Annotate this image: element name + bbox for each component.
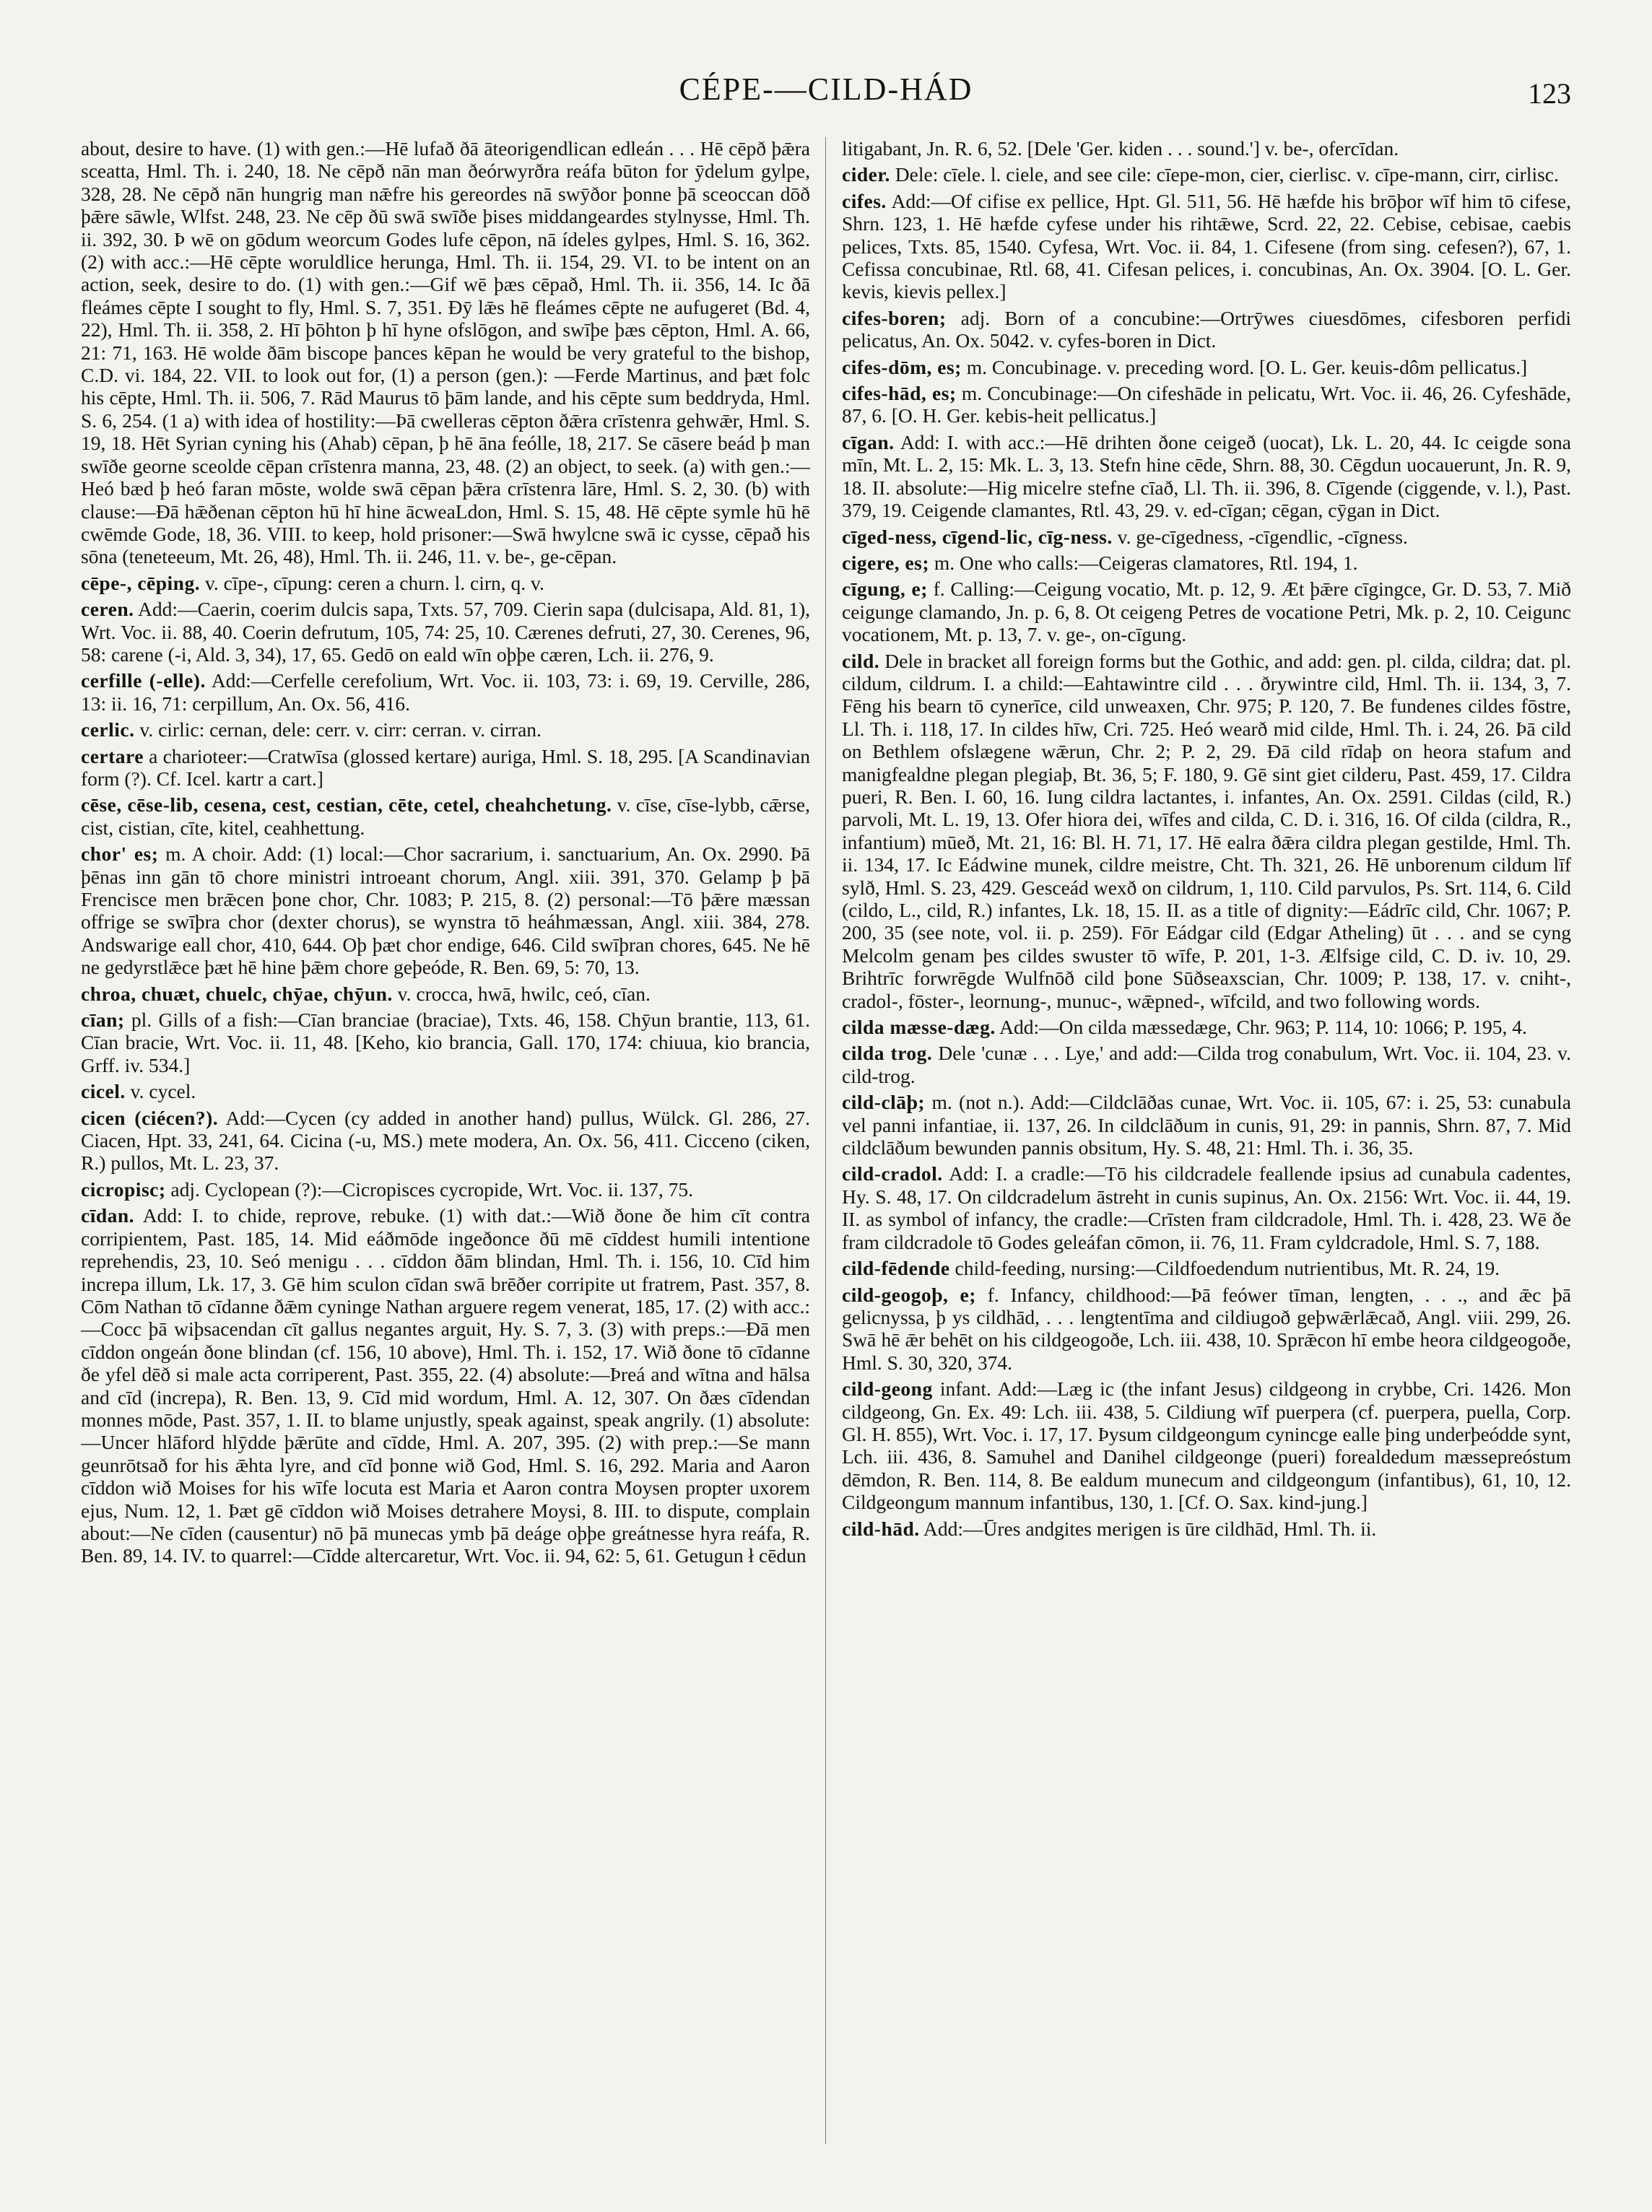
- entry-headword: cilda mæsse-dæg.: [842, 1016, 996, 1039]
- entry-headword: cēpe-, cēping.: [81, 571, 201, 594]
- dictionary-entry: [81, 983, 810, 1005]
- entry-headword: chor' es;: [81, 842, 159, 866]
- entry-text: Dele: cīele. l. ciele, and see cile: cīepe-mon, cier, cierlisc. v. cīpe-mann, cirr, cirlisc.: [895, 163, 1559, 186]
- entry-text: Add:—Of cifise ex pellice, Hpt. Gl. 511, 56. Hē hæfde his brōþor wīf him tō cifese, Shrn. 123, 1. Hē hæfde cyfese under his rihtǣwe, Scrd. 22, 22. Cebise, cebisae, caebis pelices, Txts. 85, 1540. Cyfesa, Wrt. Voc. ii. 84, 1. Cifesene (from sing. cefesen?), 67, 1. Cefissa concubinae, Rtl. 68, 41. Cifesan pelices, i. concubinas, An. Ox. 3904. [O. L. Ger. kevis, kievis pellex.]: [842, 189, 1571, 303]
- dictionary-entry: [842, 578, 1571, 645]
- dictionary-entry: [81, 572, 810, 594]
- entry-text: adj. Cyclopean (?):—Cicropisces cycropide, Wrt. Voc. ii. 137, 75.: [170, 1177, 694, 1201]
- entry-text: litigabant, Jn. R. 6, 52. [Dele 'Ger. kiden . . . sound.'] v. be-, ofercīdan.: [842, 137, 1399, 160]
- entry-text: m. A choir. Add: (1) local:—Chor sacrarium, i. sanctuarium, An. Ox. 2990. Þā þēnas inn gān tō chore ministri introeant chorum, Angl. xiii. 391, 370. Gelamp þ þā Frencisce men brǣcen þone chor, Chr. 1083; P. 215, 8. (2) personal:—Tō þǣre mæssan offrige se swīþra chor (dexter chorus), se wynstra tō heáhmæssan, Angl. xiii. 384, 278. Andswarige eall chor, 410, 644. Oþ þæt chor endige, 646. Cild swīþran chores, 645. Ne hē ne gedyrstlǣce þæt hē hine þǣm chore geþeóde, R. Ben. 69, 5: 70, 13.: [81, 842, 810, 979]
- dictionary-entry: [81, 598, 810, 666]
- entry-headword: cifes-boren;: [842, 306, 947, 329]
- dictionary-entry: [81, 1178, 810, 1201]
- dictionary-entry: [842, 1016, 1571, 1038]
- left-column: [81, 137, 810, 2180]
- entry-headword: cīgung, e;: [842, 578, 928, 601]
- entry-headword: ceren.: [81, 598, 134, 621]
- entry-text: v. ge-cīgedness, -cīgendlic, -cīgness.: [1117, 525, 1408, 548]
- dictionary-entry: [842, 552, 1571, 574]
- entry-text: Add:—Ūres andgites merigen is ūre cildhād, Hml. Th. ii.: [923, 1517, 1377, 1540]
- entry-text: Add:—Cycen (cy added in another hand) pullus, Wülck. Gl. 286, 27. Ciacen, Hpt. 33, 241, 64. Cicina (-u, MS.) mete modera, An. Ox. 56, 411. Cicceno (ciken, R.) pullos, Mt. L. 23, 37.: [81, 1106, 810, 1175]
- entry-text: v. cirlic: cernan, dele: cerr. v. cirr: cerran. v. cirran.: [139, 718, 542, 741]
- dictionary-entry: [81, 1107, 810, 1175]
- entry-text: v. crocca, hwā, hwilc, ceó, cīan.: [397, 982, 651, 1005]
- entry-headword: cēse, cēse-lib, cesena, cest, cestian, cēte, cetel, cheahchetung.: [81, 793, 612, 817]
- dictionary-entry: [842, 190, 1571, 303]
- dictionary-entry: [842, 1162, 1571, 1253]
- dictionary-entry: [842, 1042, 1571, 1087]
- entry-headword: cild-fēdende: [842, 1257, 950, 1280]
- dictionary-entry: [81, 1009, 810, 1076]
- entry-headword: cild-clāþ;: [842, 1091, 925, 1114]
- entry-headword: cilda trog.: [842, 1042, 933, 1065]
- entry-headword: cīdan.: [81, 1204, 135, 1227]
- dictionary-entry: [842, 1518, 1571, 1540]
- entry-headword: cigere, es;: [842, 551, 930, 574]
- entry-headword: cerlic.: [81, 718, 135, 741]
- dictionary-entry: [81, 1204, 810, 1567]
- dictionary-entry: [81, 669, 810, 715]
- entry-text: f. Infancy, childhood:—Þā feówer tīman, lengten, . . ., and ǣc þā gelicnyssa, þ ys cildhād, . . . lengtentīma and cildiugoð geþwǣrlǣcað, Angl. viii. 299, 26. Swā hē ǣr behēt on his cildgeogoðe, Lch. iii. 438, 10. Sprǣcon hī embe heora cildgeogoðe, Hml. S. 30, 320, 374.: [842, 1283, 1571, 1374]
- entry-text: m. Concubinage. v. preceding word. [O. L. Ger. keuis-dôm pellicatus.]: [966, 355, 1528, 378]
- dictionary-entry: [842, 431, 1571, 522]
- entry-text: f. Calling:—Ceigung vocatio, Mt. p. 12, 9. Æt þǣre cīgingce, Gr. D. 53, 7. Mið ceigunge clamando, Jn. p. 6, 8. Ot ceigeng Petres de vocatione Petri, Mk. p. 2, 10. Ceigunc vocationem, Mt. p. 13, 7. v. ge-, on-cīgung.: [842, 578, 1571, 646]
- dictionary-entry: [81, 842, 810, 978]
- right-column: [842, 137, 1571, 2180]
- entry-text: Dele 'cunæ . . . Lye,' and add:—Cilda trog conabulum, Wrt. Voc. ii. 104, 23. v. cild-trog.: [842, 1042, 1571, 1087]
- dictionary-entry: [81, 745, 810, 791]
- dictionary-entry: [842, 1091, 1571, 1159]
- page-header: [81, 58, 1571, 116]
- dictionary-entry: [842, 526, 1571, 548]
- entry-text: Add: I. to chide, reprove, rebuke. (1) with dat.:—Wið ðone ðe him cīt contra corripientem, Past. 185, 14. Mid eáðmōde ingeðonce ðū mē cīddest humili intentione reprehendis, 23, 10. Seó menigu . . . cīddon ðām blindan, Hml. Th. i. 156, 10. Cīd him increpa illum, Lk. 17, 3. Gē him sculon cīdan swā brēðer corripite ut fratrem, Past. 357, 8. Cōm Nathan tō cīdanne ðǣm cyninge Nathan arguere regem venerat, 185, 17. (2) with acc.:—Cocc þā wiþsacendan cīt gallus negantes arguit, Hy. S. 7, 3. (3) with preps.:—Ðā men cīddon ongeán ðone blindan (cf. 156, 10 above), Hml. Th. i. 152, 17. Wið ðone tō cīdanne ðe yfel dēð si male acta corriperent, Past. 355, 22. (4) absolute:—Þreá and wītna and hālsa and cīd (increpa), R. Ben. 13, 9. Cīd mid wordum, Hml. A. 12, 307. On ðæs cīdendan monnes mōde, Past. 357, 1. II. to blame unjustly, speak against, speak angrily. (1) absolute:—Uncer hlāford hlȳdde þǣrūte and cīdde, Hml. A. 207, 395. (2) with prep.:—Se mann geunrōtsað for his ǣhta lyre, and cīd þonne wið God, Hml. S. 16, 292. Maria and Aaron cīddon wið Moises for his wīfe locuta est Maria et Aaron contra Moysen propter uxorem ejus, Num. 12, 1. Þæt gē cīddon wið Moises detrahere Moysi, 8. III. to dispute, complain about:—Ne cīden (causentur) nō þā munecas ymb þā deáge oþþe greátnesse hyra reáfa, R. Ben. 89, 14. IV. to quarrel:—Cīdde altercaretur, Wrt. Voc. ii. 94, 62: 5, 61. Getugun ł cēdun: [81, 1204, 810, 1567]
- entry-headword: cifes.: [842, 189, 887, 212]
- entry-headword: cifes-dōm, es;: [842, 355, 962, 378]
- entry-text: child-feeding, nursing:—Cildfoedendum nutrientibus, Mt. R. 24, 19.: [955, 1257, 1500, 1280]
- dictionary-entry: [842, 650, 1571, 1013]
- entry-headword: cerfille (-elle).: [81, 669, 206, 692]
- entry-headword: cicen (ciécen?).: [81, 1106, 219, 1129]
- entry-text: adj. Born of a concubine:—Ortrȳwes ciuesdōmes, cifesboren perfidi pelicatus, An. Ox. 5042. v. cyfes-boren in Dict.: [842, 306, 1571, 352]
- entry-headword: cider.: [842, 163, 890, 186]
- entry-headword: chroa, chuæt, chuelc, chȳae, chȳun.: [81, 982, 393, 1005]
- entry-text: Add: I. with acc.:—Hē drihten ðone ceigeð (uocat), Lk. L. 20, 44. Ic ceigde sona mīn, Mt. L. 2, 15: Mk. L. 3, 13. Stefn hine cēde, Shrn. 88, 30. Cēgdun uocauerunt, Jn. R. 9, 18. II. absolute:—Hig micelre stefne cīað, Ll. Th. ii. 396, 8. Cīgende (ciggende, v. l.), Past. 379, 19. Ceigende clamantes, Rtl. 43, 29. v. ed-cīgan; cēgan, cȳgan in Dict.: [842, 430, 1571, 522]
- dictionary-entry: [842, 1284, 1571, 1375]
- entry-text: m. (not n.). Add:—Cildclāðas cunae, Wrt. Voc. ii. 105, 67: i. 25, 53: cunabula vel panni infantiae, ii. 137, 26. In cildclāðum in cunis, 91, 29: in pannis, Shrn. 87, 7. Mid cildclāðum bewunden pannis obsitum, Hy. S. 48, 21: Hml. Th. i. 36, 35.: [842, 1091, 1571, 1159]
- columns: [81, 137, 1571, 2180]
- entry-headword: cild-geong: [842, 1377, 933, 1401]
- entry-text: Add:—Cerfelle cerefolium, Wrt. Voc. ii. 103, 73: i. 69, 19. Cerville, 286, 13: ii. 16, 71: cerpillum, An. Ox. 56, 416.: [81, 669, 810, 715]
- entry-text: about, desire to have. (1) with gen.:—Hē lufað ðā āteorigendlican edleán . . . Hē cēpð þǣra sceatta, Hml. Th. i. 240, 18. Ne cēpð nān man ðeórwyrðra reáfa būton for ȳdelum gylpe, 328, 28. Ne cēpð nān hungrig man nǣfre his gereordes nā swȳðor þonne þā sceoccan dōð þǣre sāwle, Wlfst. 248, 23. Ne cēp ðū swā swīðe þises middangeardes stylnysse, Hml. Th. ii. 392, 30. Þ wē on gōdum weorcum Godes lufe cēpon, nā ídeles gylpes, Hml. S. 16, 362. (2) with acc.:—Hē cēpte woruldlice herunga, Hml. Th. ii. 154, 29. VI. to be intent on an action, seek, desire to do. (1) with gen.:—Gif wē þæs cēpað, Hml. Th. ii. 356, 14. Ic ðā fleámes cēpte I sought to fly, Hml. S. 7, 351. Ðȳ lǣs hē fleámes cēpte ne aufugeret (Bd. 4, 22), Hml. Th. ii. 358, 2. Hī þōhton þ hī hyne ofslōgon, and swīþe þæs cēpton, Hml. A. 66, 21: 71, 163. Hē wolde ðām biscope þances kēpan he would be very grateful to the bishop, C.D. vi. 184, 22. VII. to look out for, (1) a person (gen.): —Ferde Martinus, and þæt folc his cēpte, Hml. Th. ii. 506, 7. Rād Maurus tō þām lande, and his cēpte sum beddryda, Hml. S. 6, 254. (1 a) with idea of hostility:—Þā cwelleras cēpton ðǣra crīstenra gehwǣr, Hml. S. 19, 18. Hēt Syrian cyning his (Ahab) cēpan, þ hē āna feólle, 18, 217. Se cāsere beád þ man swīðe georne sceolde cēpan crīstenra manna, 23, 48. (2) an object, to seek. (a) with gen.:—Heó bæd þ heó faran mōste, wolde swā cēpan þǣra crīstenra lāre, Hml. S. 2, 30. (b) with clause:—Ðā hǣðenan cēpton hū hī hine ācweaLdon, Hml. S. 15, 48. Hē cēpte symle hū hē cwēmde Gode, 18, 36. VIII. to keep, hold prisoner:—Swā hwylcne swā ic cysse, cēpað his sōna (teneteeum, Mt. 26, 48), Hml. Th. ii. 246, 11. v. be-, ge-cēpan.: [81, 137, 810, 568]
- dictionary-entry: [842, 307, 1571, 352]
- dictionary-entry: [842, 163, 1571, 186]
- entry-text: Add: I. a cradle:—Tō his cildcradele feallende ipsius ad cunabula cadentes, Hy. S. 48, 17. On cildcradelum āstreht in cunis supinus, An. Ox. 2156: Wrt. Voc. ii. 44, 19. II. as symbol of infancy, the cradle:—Crīsten fram cildcradole, Hml. Th. i. 428, 23. Wē ðe fram cildcradole tō Godes geleáfan cōmon, ii. 76, 11. Fram cyldcradole, Hml. S. 7, 188.: [842, 1162, 1571, 1253]
- entry-text: infant. Add:—Læg ic (the infant Jesus) cildgeong in crybbe, Cri. 1426. Mon cildgeong, Gn. Ex. 49: Lch. iii. 438, 5. Cildiung wīf puerpera (cf. puerpera, puella, Corp. Gl. H. 855), Wrt. Voc. i. 17, 17. Þysum cildgeongum cynincge ealle þing underþeódde synt, Lch. iii. 436, 8. Samuhel and Danihel cildgeonge (pueri) forealdedum mæssepreóstum dēmdon, R. Ben. 114, 8. Be ealdum munecum and cildgeongum (infantibus), 61, 10, 12. Cildgeongum mannum infantibus, 130, 1. [Cf. O. Sax. kind-jung.]: [842, 1377, 1571, 1514]
- entry-text: Dele in bracket all foreign forms but the Gothic, and add: gen. pl. cilda, cildra; dat. pl. cildum, cildrum. I. a child:—Eahtawintre cild . . . ðrywintre cild, Hml. Th. ii. 134, 3, 7. Fēng his bearn tō cynerīce, cild unweaxen, Chr. 975; P. 120, 7. Be fundenes cildes fōstre, Ll. Th. i. 118, 17. In cildes hīw, Cri. 725. Heó wearð mid cilde, Hml. Th. i. 24, 26. Þā cild on Bethlem ofslægene wǣrun, Chr. 2; P. 2, 29. Ðā cild rīdaþ on heora stafum and manigfealdne plegan plegiaþ, Bt. 36, 5; F. 180, 9. Gē sint giet cilderu, Past. 459, 17. Cildra pueri, R. Ben. I. 60, 16. Iung cildra lactantes, i. infantes, An. Ox. 2591. Cildas (cild, R.) parvoli, Mt. L. 19, 13. Ofer hiora dei, wīfes and cilda, C. D. i. 316, 16. Of cilda (cildra, R., infantium) mūeð, Mt. 21, 16: Bl. H. 71, 17. Hē ealra ðǣra cildra plegan gestilde, Hml. Th. ii. 134, 17. Ic Eádwine munek, cildre meistre, Cht. Th. 321, 26. Hē unborenum cildum līf sylð, Hml. S. 23, 429. Gesceád wexð on cildrum, 1, 110. Cild parvulos, Ps. Srt. 114, 6. Cild (cildo, L., cild, R.) infantes, Lk. 18, 15. II. as a title of dignity:—Eádrīc cild, Chr. 1067; P. 200, 35 (see note, vol. ii. p. 259). Fōr Eádgar cild (Edgar Atheling) ūt . . . and se cyng Melcolm genam þes cildes swuster tō wīfe, P. 201, 1-3. Ælfsige cild, C. D. iv. 10, 29. Brihtrīc forwrēgde Wulfnōð cild þone Sūðseaxscian, Chr. 1009; P. 138, 17. v. cniht-, cradol-, fōster-, leornung-, munuc-, wǣpned-, wīfcild, and two following words.: [842, 649, 1571, 1012]
- entry-headword: cild.: [842, 649, 880, 672]
- dictionary-entry: [81, 793, 810, 839]
- entry-headword: cicel.: [81, 1080, 126, 1103]
- entry-text: m. Concubinage:—On cifeshāde in pelicatu, Wrt. Voc. ii. 46, 26. Cyfeshāde, 87, 6. [O. H. Ger. kebis-heit pellicatus.]: [842, 382, 1571, 427]
- entry-headword: cifes-hād, es;: [842, 382, 957, 405]
- entry-text: v. cīpe-, cīpung: ceren a churn. l. cirn, q. v.: [204, 571, 544, 594]
- dictionary-entry: [81, 718, 810, 741]
- entry-text: a charioteer:—Cratwīsa (glossed kertare) auriga, Hml. S. 18, 295. [A Scandinavian form (?). Cf. Icel. kartr a cart.]: [81, 744, 810, 790]
- entry-headword: cicropisc;: [81, 1177, 166, 1201]
- dictionary-entry: [81, 137, 810, 568]
- entry-headword: cīged-ness, cīgend-lic, cīg-ness.: [842, 525, 1113, 548]
- running-title: CÉPE-—CILD-HÁD: [679, 71, 973, 107]
- entry-text: Add:—On cilda mæssedæge, Chr. 963; P. 114, 10: 1066; P. 195, 4.: [999, 1016, 1527, 1039]
- entry-text: v. cīse, cīse-lybb, cǣrse, cist, cistian, cīte, kitel, ceahhettung.: [81, 793, 810, 839]
- entry-headword: cild-geogoþ, e;: [842, 1283, 976, 1306]
- entry-headword: cīan;: [81, 1009, 125, 1032]
- page-number: 123: [1528, 77, 1571, 110]
- dictionary-entry: [842, 1377, 1571, 1513]
- entry-text: pl. Gills of a fish:—Cīan branciae (braciae), Txts. 46, 158. Chȳun brantie, 113, 61. Cīan bracie, Wrt. Voc. ii. 11, 48. [Keho, kio brancia, Gall. 170, 174: chiuua, kio brancia, Grff. iv. 534.]: [81, 1009, 810, 1076]
- dictionary-entry: [842, 356, 1571, 378]
- entry-headword: cild-cradol.: [842, 1162, 943, 1185]
- entry-headword: certare: [81, 744, 144, 767]
- entry-text: m. One who calls:—Ceigeras clamatores, Rtl. 194, 1.: [934, 551, 1358, 574]
- dictionary-entry: [81, 1080, 810, 1102]
- dictionary-entry: [842, 382, 1571, 427]
- dictionary-entry: [842, 1257, 1571, 1279]
- entry-headword: cild-hād.: [842, 1517, 920, 1540]
- dictionary-entry: [842, 137, 1571, 160]
- entry-text: Add:—Caerin, coerim dulcis sapa, Txts. 57, 709. Cierin sapa (dulcisapa, Ald. 81, 1), Wrt. Voc. ii. 88, 40. Coerin defrutum, 105, 74: 25, 10. Cærenes defruti, 27, 30. Cerenes, 96, 58: carene (-i, Ald. 3, 34), 17, 65. Gedō on eald wīn oþþe cæren, Lch. ii. 276, 9.: [81, 598, 810, 666]
- entry-headword: cīgan.: [842, 430, 895, 453]
- entry-text: v. cycel.: [130, 1080, 196, 1103]
